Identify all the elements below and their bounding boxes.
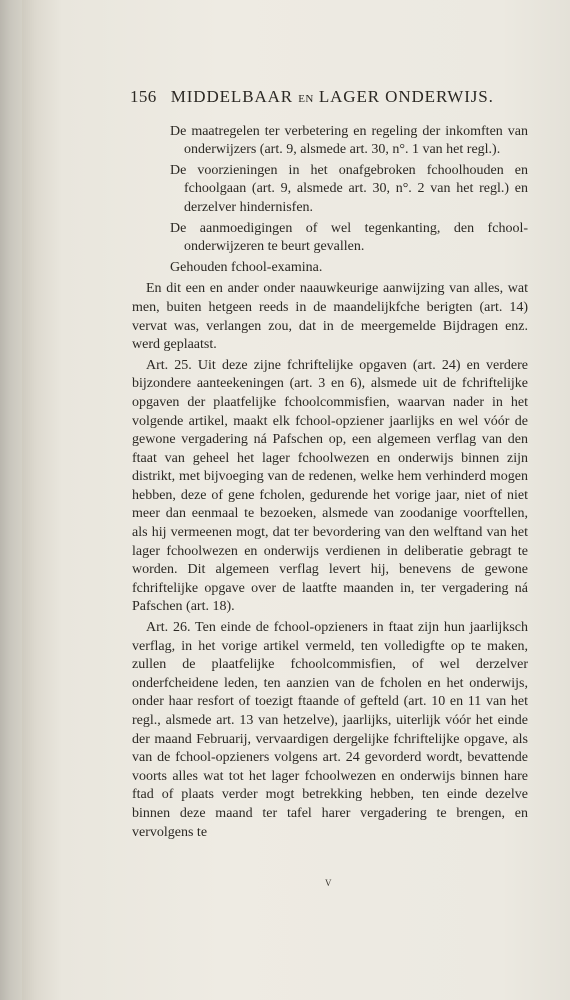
running-title-small: EN <box>298 93 314 105</box>
page-number: 156 <box>130 87 157 106</box>
article-25-paragraph: Art. 25. Uit deze zijne fchriftelijke opgaven (art. 24) en verdere bijzondere aanteekeningen (art. 3 en 6), alsmede uit de fchriftelijke opgaven der plaatfelijke fchoolcommisfien, waarvan nader in het volgende artikel, maakt elk fchool-opziener jaarlijks en wel vóór de gewone vergadering ná Pafschen op, een algemeen verflag van den ftaat van geheel het lager fchoolwezen en onderwijs binnen zijn distrikt, met bijvoeging van de redenen, welke hem verhinderd mogen hebben, deze of gene fcholen, gedurende het vorige jaar, niet of niet meer dan eenmaal te bezoeken, alsmede van zoodanige voorftellen, als hij vermeenen mogt, dat ter bevordering van den welftand van het lager fchoolwezen en onderwijs verdienen in deliberatie gebragt te worden. Dit algemeen verflag levert hij, benevens de gewone fchriftelijke opgave over de laatfte maanden in, ter vergadering ná Pafschen (art. 18). <box>132 357 528 615</box>
paragraph: En dit een en ander onder naauwkeurige aanwijzing van alles, wat men, buiten hetgeen reeds in de maandelijkfche berigten (art. 14) vervat was, verlangen zou, dat in de meergemelde Bijdragen enz. werd geplaatst. <box>132 281 528 353</box>
page-text-block <box>132 88 528 842</box>
list-item-last: Gehouden fchool-examina. <box>170 259 323 275</box>
running-title-part1: MIDDELBAAR <box>170 87 294 106</box>
article-26-paragraph: Art. 26. Ten einde de fchool-opzieners in ftaat zijn hun jaarlijksch verflag, in het vorige artikel vermeld, ten volledigfte op te maken, zullen de plaatfelijke fchoolcommisfien, of wel derzelver onderfcheidene leden, ten aanzien van de fcholen en het onderwijs, onder haar resfort of toezigt ftaande of gefteld (art. 10 en 11 van het regl., alsmede art. 13 van hetzelve), jaarlijks, uiterlijk vóór het einde der maand Februarij, vervaardigen dergelijke fchriftelijke opgave, als van de fchool-opzieners volgens art. 24 gevorderd wordt, bevattende voorts alles wat tot het lager fchoolwezen en onderwijs binnen hare ftad of plaats verder mogt betrekking hebben, ten einde dezelve binnen deze maand ter tafel harer vergadering te brengen, en vervolgens te <box>132 620 528 840</box>
list-item: De aanmoedigingen of wel tegenkanting, den fchool-onderwijzeren te beurt gevallen. <box>170 220 528 255</box>
list-item: De maatregelen ter verbetering en regeling der inkomften van onderwijzers (art. 9, alsmede art. 30, n°. 1 van het regl.). <box>170 123 528 158</box>
signature-mark: V <box>325 878 332 888</box>
book-gutter <box>0 0 22 1000</box>
running-header <box>130 88 528 109</box>
list-item: De voorzieningen in het onafgebroken fchoolhouden en fchoolgaan (art. 9, alsmede art. 30, n°. 2 van het regl.) en derzelver hindernisfen. <box>170 162 528 215</box>
running-title-part2: LAGER ONDERWIJS. <box>318 87 494 106</box>
running-title <box>171 88 494 109</box>
